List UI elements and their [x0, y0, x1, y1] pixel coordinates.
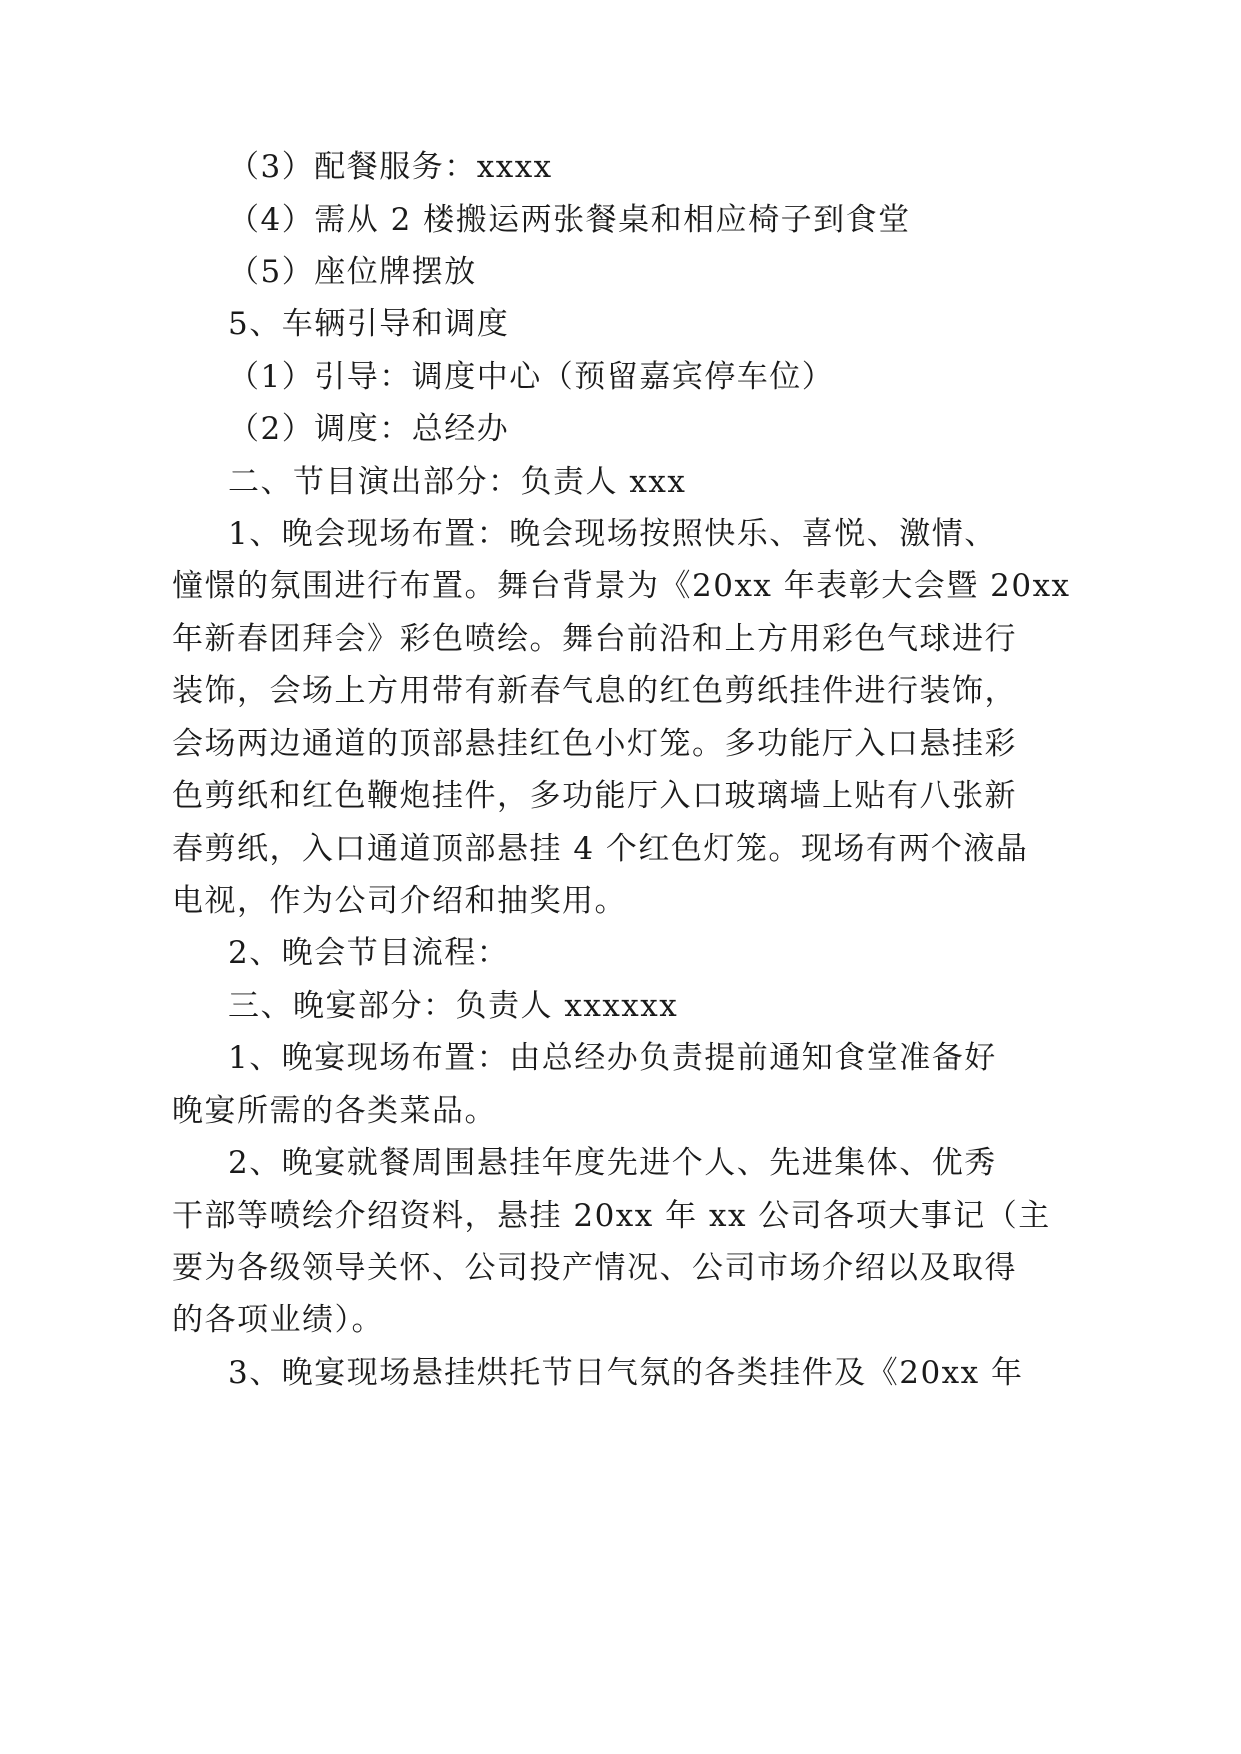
paragraph-venue-line-5: 会场两边通道的顶部悬挂红色小灯笼。多功能厅入口悬挂彩 — [172, 726, 1017, 762]
paragraph-banquet-decor-line-4: 的各项业绩）。 — [172, 1302, 384, 1338]
paragraph-banquet-decor-line-3: 要为各级领导关怀、公司投产情况、公司市场介绍以及取得 — [172, 1250, 1017, 1286]
paragraph-venue-line-6: 色剪纸和红色鞭炮挂件，多功能厅入口玻璃墙上贴有八张新 — [172, 778, 1017, 814]
paragraph-banquet-decor-line-1: 2、晚宴就餐周围悬挂年度先进个人、先进集体、优秀 — [228, 1145, 997, 1181]
paragraph-venue-line-8: 电视，作为公司介绍和抽奖用。 — [172, 883, 627, 919]
paragraph-venue-line-7: 春剪纸，入口通道顶部悬挂 4 个红色灯笼。现场有两个液晶 — [172, 831, 1029, 867]
paragraph-banquet-items-line-1: 3、晚宴现场悬挂烘托节日气氛的各类挂件及《20xx 年 — [228, 1355, 1024, 1391]
text-line-program-flow: 2、晚会节目流程： — [228, 935, 510, 971]
paragraph-banquet-decor-line-2: 干部等喷绘介绍资料，悬挂 20xx 年 xx 公司各项大事记（主 — [172, 1198, 1051, 1234]
paragraph-banquet-setup-line-1: 1、晚宴现场布置：由总经办负责提前通知食堂准备好 — [228, 1040, 997, 1076]
paragraph-venue-line-1: 1、晚会现场布置：晚会现场按照快乐、喜悦、激情、 — [228, 516, 997, 552]
text-line-catering: （3）配餐服务：xxxx — [228, 149, 553, 185]
text-line-move-tables: （4）需从 2 楼搬运两张餐桌和相应椅子到食堂 — [228, 202, 911, 238]
paragraph-banquet-setup-line-2: 晚宴所需的各类菜品。 — [172, 1093, 497, 1129]
text-line-seat-cards: （5）座位牌摆放 — [228, 254, 477, 290]
text-line-guidance: （1）引导：调度中心（预留嘉宾停车位） — [228, 359, 835, 395]
paragraph-venue-line-4: 装饰，会场上方用带有新春气息的红色剪纸挂件进行装饰， — [172, 673, 1017, 709]
section-heading-banquet: 三、晚宴部分：负责人 xxxxxx — [228, 988, 679, 1024]
section-heading-vehicles: 5、车辆引导和调度 — [228, 306, 510, 342]
section-heading-performance: 二、节目演出部分：负责人 xxx — [228, 464, 687, 500]
paragraph-venue-line-3: 年新春团拜会》彩色喷绘。舞台前沿和上方用彩色气球进行 — [172, 621, 1017, 657]
paragraph-venue-line-2: 憧憬的氛围进行布置。舞台背景为《20xx 年表彰大会暨 20xx — [172, 568, 1071, 604]
text-line-dispatch: （2）调度：总经办 — [228, 411, 510, 447]
